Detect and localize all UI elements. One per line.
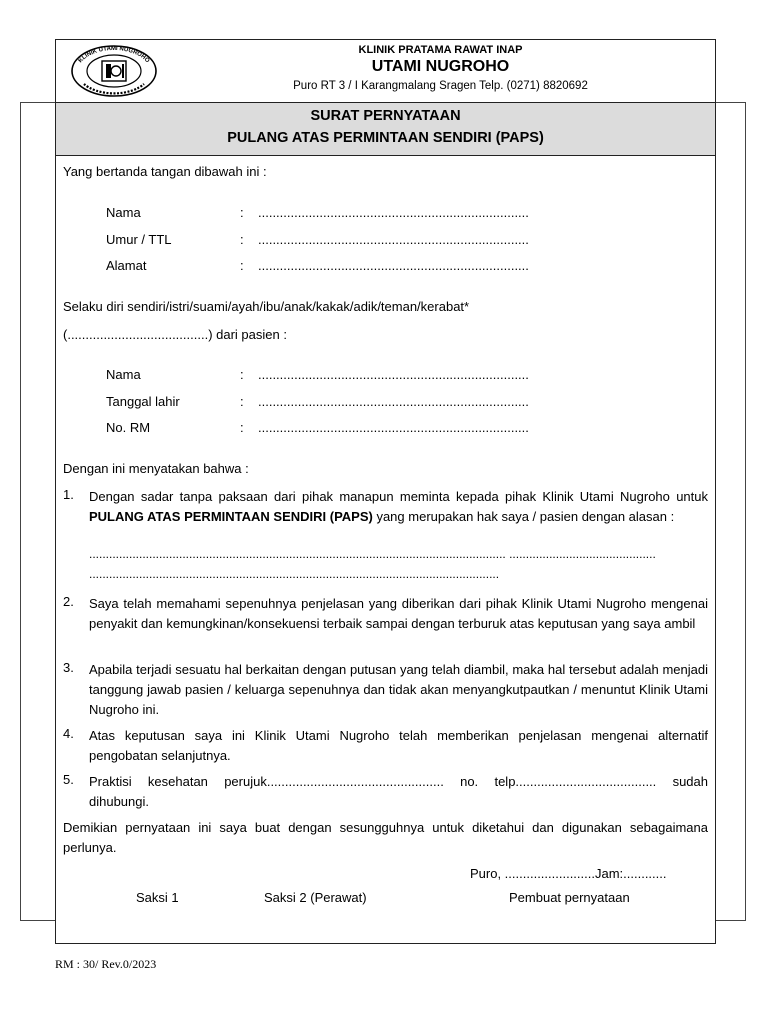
- statement-number: 3.: [63, 660, 74, 675]
- logo-text: KLINIK UTAMI NUGROHO: [77, 45, 151, 65]
- field-blank: ...........................................................................: [258, 205, 529, 220]
- statement-number: 5.: [63, 772, 74, 787]
- field-colon: :: [240, 205, 244, 220]
- statement-text: Apabila terjadi sesuatu hal berkaitan dengan putusan yang telah diambil, maka hal tersebut adalah menjadi tanggung jawab pasien / keluarga sepenuhnya dan tidak akan menyangkutpautkan / menuntut Klinik Utami Nugroho ini.: [89, 662, 708, 717]
- statement-text: Dengan sadar tanpa paksaan dari pihak manapun meminta kepada pihak Klinik Utami Nugroho untuk PULANG ATAS PERMINTAAN SENDIRI (PAPS) yang merupakan hak saya / pasien dengan alasan :: [89, 489, 708, 524]
- field-label: No. RM: [106, 420, 151, 435]
- form-box: [55, 39, 716, 944]
- statement-text: Praktisi kesehatan perujuk................................................. no. telp....................................... sudah dihubungi.: [89, 774, 708, 809]
- document-title: SURAT PERNYATAAN: [310, 108, 461, 124]
- signature-witness-2: Saksi 2 (Perawat): [264, 890, 367, 905]
- intro-text: Yang bertanda tangan dibawah ini :: [63, 164, 267, 179]
- field-colon: :: [240, 258, 244, 273]
- clinic-address: Puro RT 3 / I Karangmalang Sragen Telp. (0271) 8820692: [293, 80, 588, 92]
- field-blank: ...........................................................................: [258, 367, 529, 382]
- signature-declarant: Pembuat pernyataan: [509, 890, 630, 905]
- statement-text: Atas keputusan saya ini Klinik Utami Nugroho telah memberikan penjelasan mengenai alternatif pengobatan selanjutnya.: [89, 728, 708, 763]
- statement-number: 2.: [63, 594, 74, 609]
- letterhead: [56, 40, 715, 102]
- relation-line: Selaku diri sendiri/istri/suami/ayah/ibu/anak/kakak/adik/teman/kerabat*: [63, 299, 470, 314]
- clinic-name: UTAMI NUGROHO: [371, 58, 510, 75]
- paps-emphasis: PULANG ATAS PERMINTAAN SENDIRI (PAPS): [89, 509, 373, 524]
- reason-blank-2: ...........................................................................................................................: [89, 567, 500, 581]
- field-colon: :: [240, 420, 244, 435]
- signature-witness-1: Saksi 1: [136, 890, 179, 905]
- field-colon: :: [240, 232, 244, 247]
- title-band: [56, 102, 715, 156]
- field-blank: ...........................................................................: [258, 394, 529, 409]
- relation-blank: (.......................................) dari pasien :: [63, 327, 287, 342]
- field-colon: :: [240, 367, 244, 382]
- clinic-type: KLINIK PRATAMA RAWAT INAP: [358, 44, 523, 56]
- field-label: Umur / TTL: [106, 232, 172, 247]
- closing-text: Demikian pernyataan ini saya buat dengan sesungguhnya untuk diketahui dan digunakan sebagaimana perlunya.: [63, 820, 708, 855]
- clinic-logo-icon: [70, 44, 158, 98]
- field-label: Alamat: [106, 258, 147, 273]
- statement-number: 4.: [63, 726, 74, 741]
- statement-number: 1.: [63, 487, 74, 502]
- declare-intro: Dengan ini menyatakan bahwa :: [63, 461, 249, 476]
- field-label: Nama: [106, 367, 141, 382]
- field-blank: ...........................................................................: [258, 232, 529, 247]
- field-blank: ...........................................................................: [258, 258, 529, 273]
- statement-text: Saya telah memahami sepenuhnya penjelasan yang diberikan dari pihak Klinik Utami Nugroho mengenai penyakit dan kemungkinan/konsekuensi terbaik sampai dengan terburuk atas keputusan yang saya ambil: [89, 596, 708, 631]
- field-label: Tanggal lahir: [106, 394, 180, 409]
- place-date: Puro, .........................Jam:............: [470, 866, 667, 881]
- reason-blank-1: ............................................................................................................................. ............................................: [89, 547, 656, 561]
- document-subtitle: PULANG ATAS PERMINTAAN SENDIRI (PAPS): [227, 130, 544, 146]
- field-colon: :: [240, 394, 244, 409]
- field-label: Nama: [106, 205, 141, 220]
- field-blank: ...........................................................................: [258, 420, 529, 435]
- form-code: RM : 30/ Rev.0/2023: [55, 957, 157, 971]
